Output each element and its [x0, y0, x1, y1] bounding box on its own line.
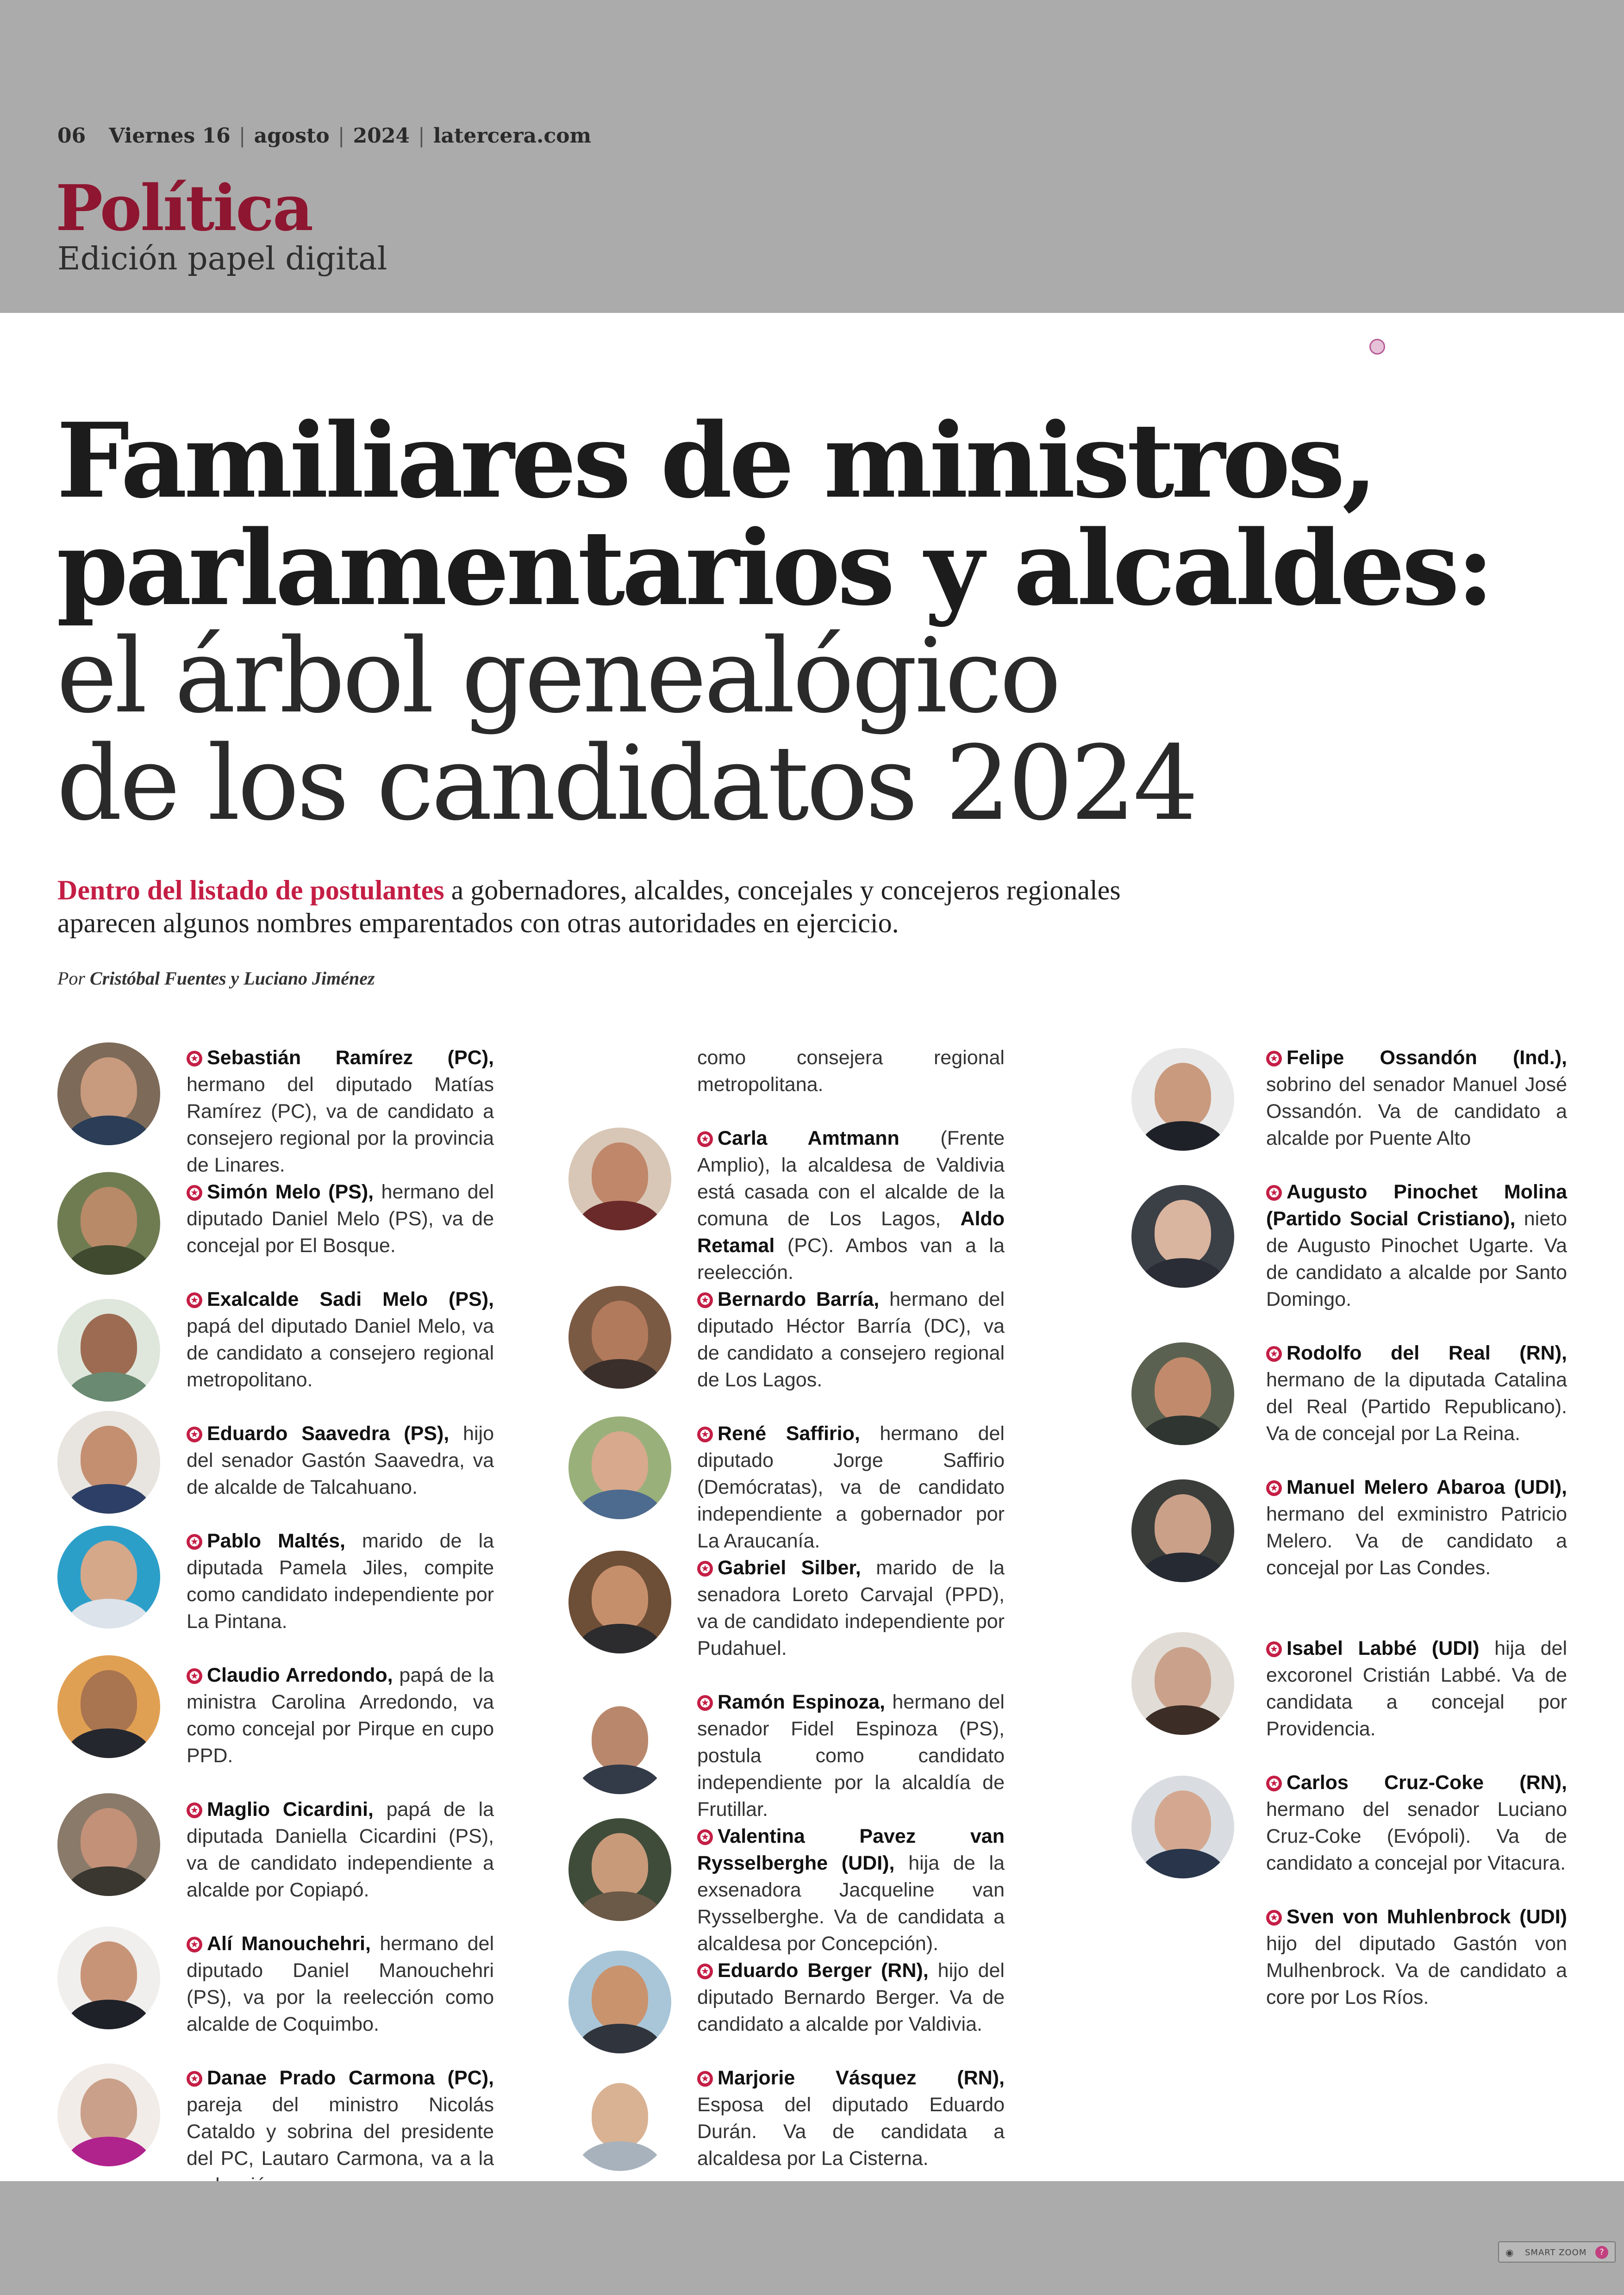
candidate-entry: ✪ Simón Melo (PS), hermano del diputado Daniel Melo (PS), va de concejal por El Bosque. — [187, 1181, 494, 1257]
candidate-entry: ✪ Alí Manouchehri, hermano del diputado Daniel Manouchehri (PS), va por la reelección como alcalde de Coquimbo. — [187, 1933, 494, 2035]
bullet-icon: ✪ — [187, 1937, 202, 1952]
portrait-photo — [568, 1818, 671, 1921]
portrait-photo — [1131, 1185, 1234, 1288]
candidate-entry: ✪ Sebastián Ramírez (PC), hermano del diputado Matías Ramírez (PC), va de candidato a consejero regional por la provincia de Linares. — [187, 1047, 494, 1176]
portrait-photo — [1131, 1048, 1234, 1151]
issue-day: Viernes 16 — [109, 124, 231, 148]
bullet-icon: ✪ — [697, 1131, 713, 1147]
bullet-icon: ✪ — [697, 1292, 713, 1308]
bullet-icon: ✪ — [1266, 1776, 1282, 1791]
issue-meta: 06 Viernes 16 | agosto | 2024 | latercera.com — [57, 124, 592, 148]
issue-year: 2024 — [353, 124, 410, 148]
bullet-icon: ✪ — [1266, 1910, 1282, 1926]
candidate-entry-continued: como consejera regional metropolitana. — [697, 1047, 1005, 1096]
portrait-photo — [568, 1416, 671, 1519]
candidate-entry: ✪ Eduardo Saavedra (PS), hijo del senador Gastón Saavedra, va de alcalde de Talcahuano. — [187, 1422, 494, 1498]
portrait-photo — [568, 1691, 671, 1794]
portrait-photo — [568, 2068, 671, 2171]
candidate-entry: ✪ Claudio Arredondo, papá de la ministra Carolina Arredondo, va como concejal por Pirque en cupo PPD. — [187, 1664, 494, 1767]
edition-label: Edición papel digital — [57, 241, 387, 277]
section-title: Política — [56, 171, 312, 245]
smart-zoom-label: SMART ZOOM — [1525, 2248, 1587, 2258]
candidate-entry: ✪ Rodolfo del Real (RN), hermano de la diputada Catalina del Real (Partido Republicano). Va de concejal por La Reina. — [1266, 1342, 1567, 1445]
bullet-icon: ✪ — [1266, 1185, 1282, 1201]
candidate-entry: ✪ Danae Prado Carmona (PC), pareja del ministro Nicolás Cataldo y sobrina del presidente del PC, Lautaro Carmona, va a la — [187, 2067, 494, 2170]
bullet-icon: ✪ — [187, 1668, 202, 1684]
portrait-photo — [1131, 1632, 1234, 1735]
site-link[interactable]: latercera.com — [433, 124, 592, 148]
bullet-icon: ✪ — [187, 1051, 202, 1066]
bullet-icon: ✪ — [697, 1695, 713, 1711]
bullet-icon: ✪ — [187, 1185, 202, 1201]
candidate-entry: ✪ Pablo Maltés, marido de la diputada Pamela Jiles, compite como candidato independiente por La Pintana. — [187, 1530, 494, 1633]
portrait-photo — [1131, 1479, 1234, 1582]
bullet-icon: ✪ — [1266, 1051, 1282, 1066]
lead-text: a gobernadores, alcaldes, concejales y concejeros regionales aparecen algunos nombres emparentados con otras autoridades en ejercicio. — [57, 875, 1121, 938]
portrait-photo — [57, 1793, 160, 1896]
bullet-icon: ✪ — [697, 1829, 713, 1845]
bullet-icon: ✪ — [697, 1427, 713, 1442]
help-badge-icon[interactable]: ? — [1595, 2246, 1608, 2259]
portrait-photo — [1131, 1776, 1234, 1878]
candidate-entry: ✪ Gabriel Silber, marido de la senadora Loreto Carvajal (PPD), va de candidato independiente por Pudahuel. — [697, 1557, 1005, 1659]
bullet-icon: ✪ — [187, 1292, 202, 1308]
portrait-photo — [568, 1286, 671, 1389]
eye-icon: ◉ — [1505, 2247, 1514, 2258]
bullet-icon: ✪ — [1266, 1480, 1282, 1496]
portrait-photo — [57, 1411, 160, 1514]
candidate-entry: ✪ Eduardo Berger (RN), hijo del diputado Bernardo Berger. Va de candidato a alcalde por Valdivia. — [697, 1959, 1005, 2035]
candidate-entry: ✪ Sven von Muhlenbrock (UDI) hijo del diputado Gastón von Mulhenbrock. Va de candidato a core por Los Ríos. — [1266, 1906, 1567, 2008]
hotspot-marker[interactable] — [1369, 339, 1385, 355]
issue-month: agosto — [254, 124, 330, 148]
portrait-photo — [57, 2064, 160, 2166]
bullet-icon: ✪ — [697, 2071, 713, 2087]
headline-light: el árbol genealógico de los candidatos 2024 — [56, 617, 1196, 843]
portrait-photo — [57, 1299, 160, 1402]
candidate-entry: ✪ Exalcalde Sadi Melo (PS), papá del diputado Daniel Melo, va de candidato a consejero regional metropolitano. — [187, 1288, 494, 1391]
candidate-entry: ✪ Isabel Labbé (UDI) hija del excoronel Cristián Labbé. Va de candidata a concejal por Providencia. — [1266, 1637, 1567, 1740]
candidate-entry: ✪ Carlos Cruz-Coke (RN), hermano del senador Luciano Cruz-Coke (Evópoli). Va de candidato a concejal por Vitacura. — [1266, 1771, 1567, 1874]
lead-highlight: Dentro del listado de postulantes — [57, 875, 444, 905]
portrait-photo — [57, 1927, 160, 2029]
candidate-entry: ✪ Valentina Pavez van Rysselberghe (UDI), hija de la exsenadora Jacqueline van Rysselberghe. Va de candidata a alcaldesa por Concepción). — [697, 1825, 1005, 1955]
portrait-photo — [57, 1655, 160, 1758]
candidate-entry: ✪ Felipe Ossandón (Ind.), sobrino del senador Manuel José Ossandón. Va de candidato a alcalde por Puente Alto — [1266, 1047, 1567, 1149]
candidate-entry: ✪ Augusto Pinochet Molina (Partido Social Cristiano), nieto de Augusto Pinochet Ugarte. Va de candidato a alcalde por Santo Domingo. — [1266, 1181, 1567, 1310]
bullet-icon: ✪ — [1266, 1641, 1282, 1657]
byline: Por Cristóbal Fuentes y Luciano Jiménez — [57, 968, 375, 989]
bullet-icon: ✪ — [697, 1964, 713, 1979]
footer-bar — [0, 2181, 1624, 2295]
candidate-entry: ✪ Ramón Espinoza, hermano del senador Fidel Espinoza (PS), postula como candidato independiente por la alcaldía de Frutillar. — [697, 1691, 1005, 1821]
bullet-icon: ✪ — [187, 1534, 202, 1550]
page-number: 06 — [57, 124, 86, 148]
portrait-photo — [57, 1526, 160, 1628]
candidate-entry: ✪ Carla Amtmann (Frente Amplio), la alcaldesa de Valdivia está casada con el alcalde de la comuna de Los Lagos, Aldo Retamal (PC). Ambos van a la reelección. — [697, 1127, 1005, 1284]
bullet-icon: ✪ — [697, 1561, 713, 1577]
candidate-entry: ✪ Bernardo Barría, hermano del diputado Héctor Barría (DC), va de candidato a consejero regional de Los Lagos. — [697, 1288, 1005, 1391]
portrait-photo — [57, 1042, 160, 1145]
headline-bold: Familiares de ministros, parlamentarios y alcaldes: — [56, 401, 1492, 629]
lead-paragraph — [57, 874, 1206, 940]
portrait-photo — [1131, 1342, 1234, 1445]
bullet-icon: ✪ — [187, 1802, 202, 1818]
portrait-photo — [568, 1951, 671, 2053]
portrait-photo — [57, 1172, 160, 1275]
bullet-icon: ✪ — [187, 2071, 202, 2087]
candidate-entry: ✪ Maglio Cicardini, papá de la diputada Daniella Cicardini (PS), va de candidato independiente a alcalde por Copiapó. — [187, 1798, 494, 1901]
candidate-entry: ✪ Manuel Melero Abaroa (UDI), hermano del exministro Patricio Melero. Va de candidato a concejal por Las Condes. — [1266, 1476, 1567, 1579]
portrait-photo — [568, 1128, 671, 1230]
portrait-photo — [568, 1551, 671, 1653]
bullet-icon: ✪ — [187, 1427, 202, 1442]
candidate-entry: ✪ Marjorie Vásquez (RN), Esposa del diputado Eduardo Durán. Va de candidata a alcaldesa por La Cisterna. — [697, 2067, 1005, 2170]
byline-authors: Cristóbal Fuentes y Luciano Jiménez — [90, 968, 375, 989]
candidate-entry: ✪ René Saffirio, hermano del diputado Jorge Saffirio (Demócratas), va de candidato independiente a gobernador por La Araucanía. — [697, 1422, 1005, 1552]
bullet-icon: ✪ — [1266, 1346, 1282, 1362]
smart-zoom-button[interactable] — [1498, 2241, 1616, 2263]
